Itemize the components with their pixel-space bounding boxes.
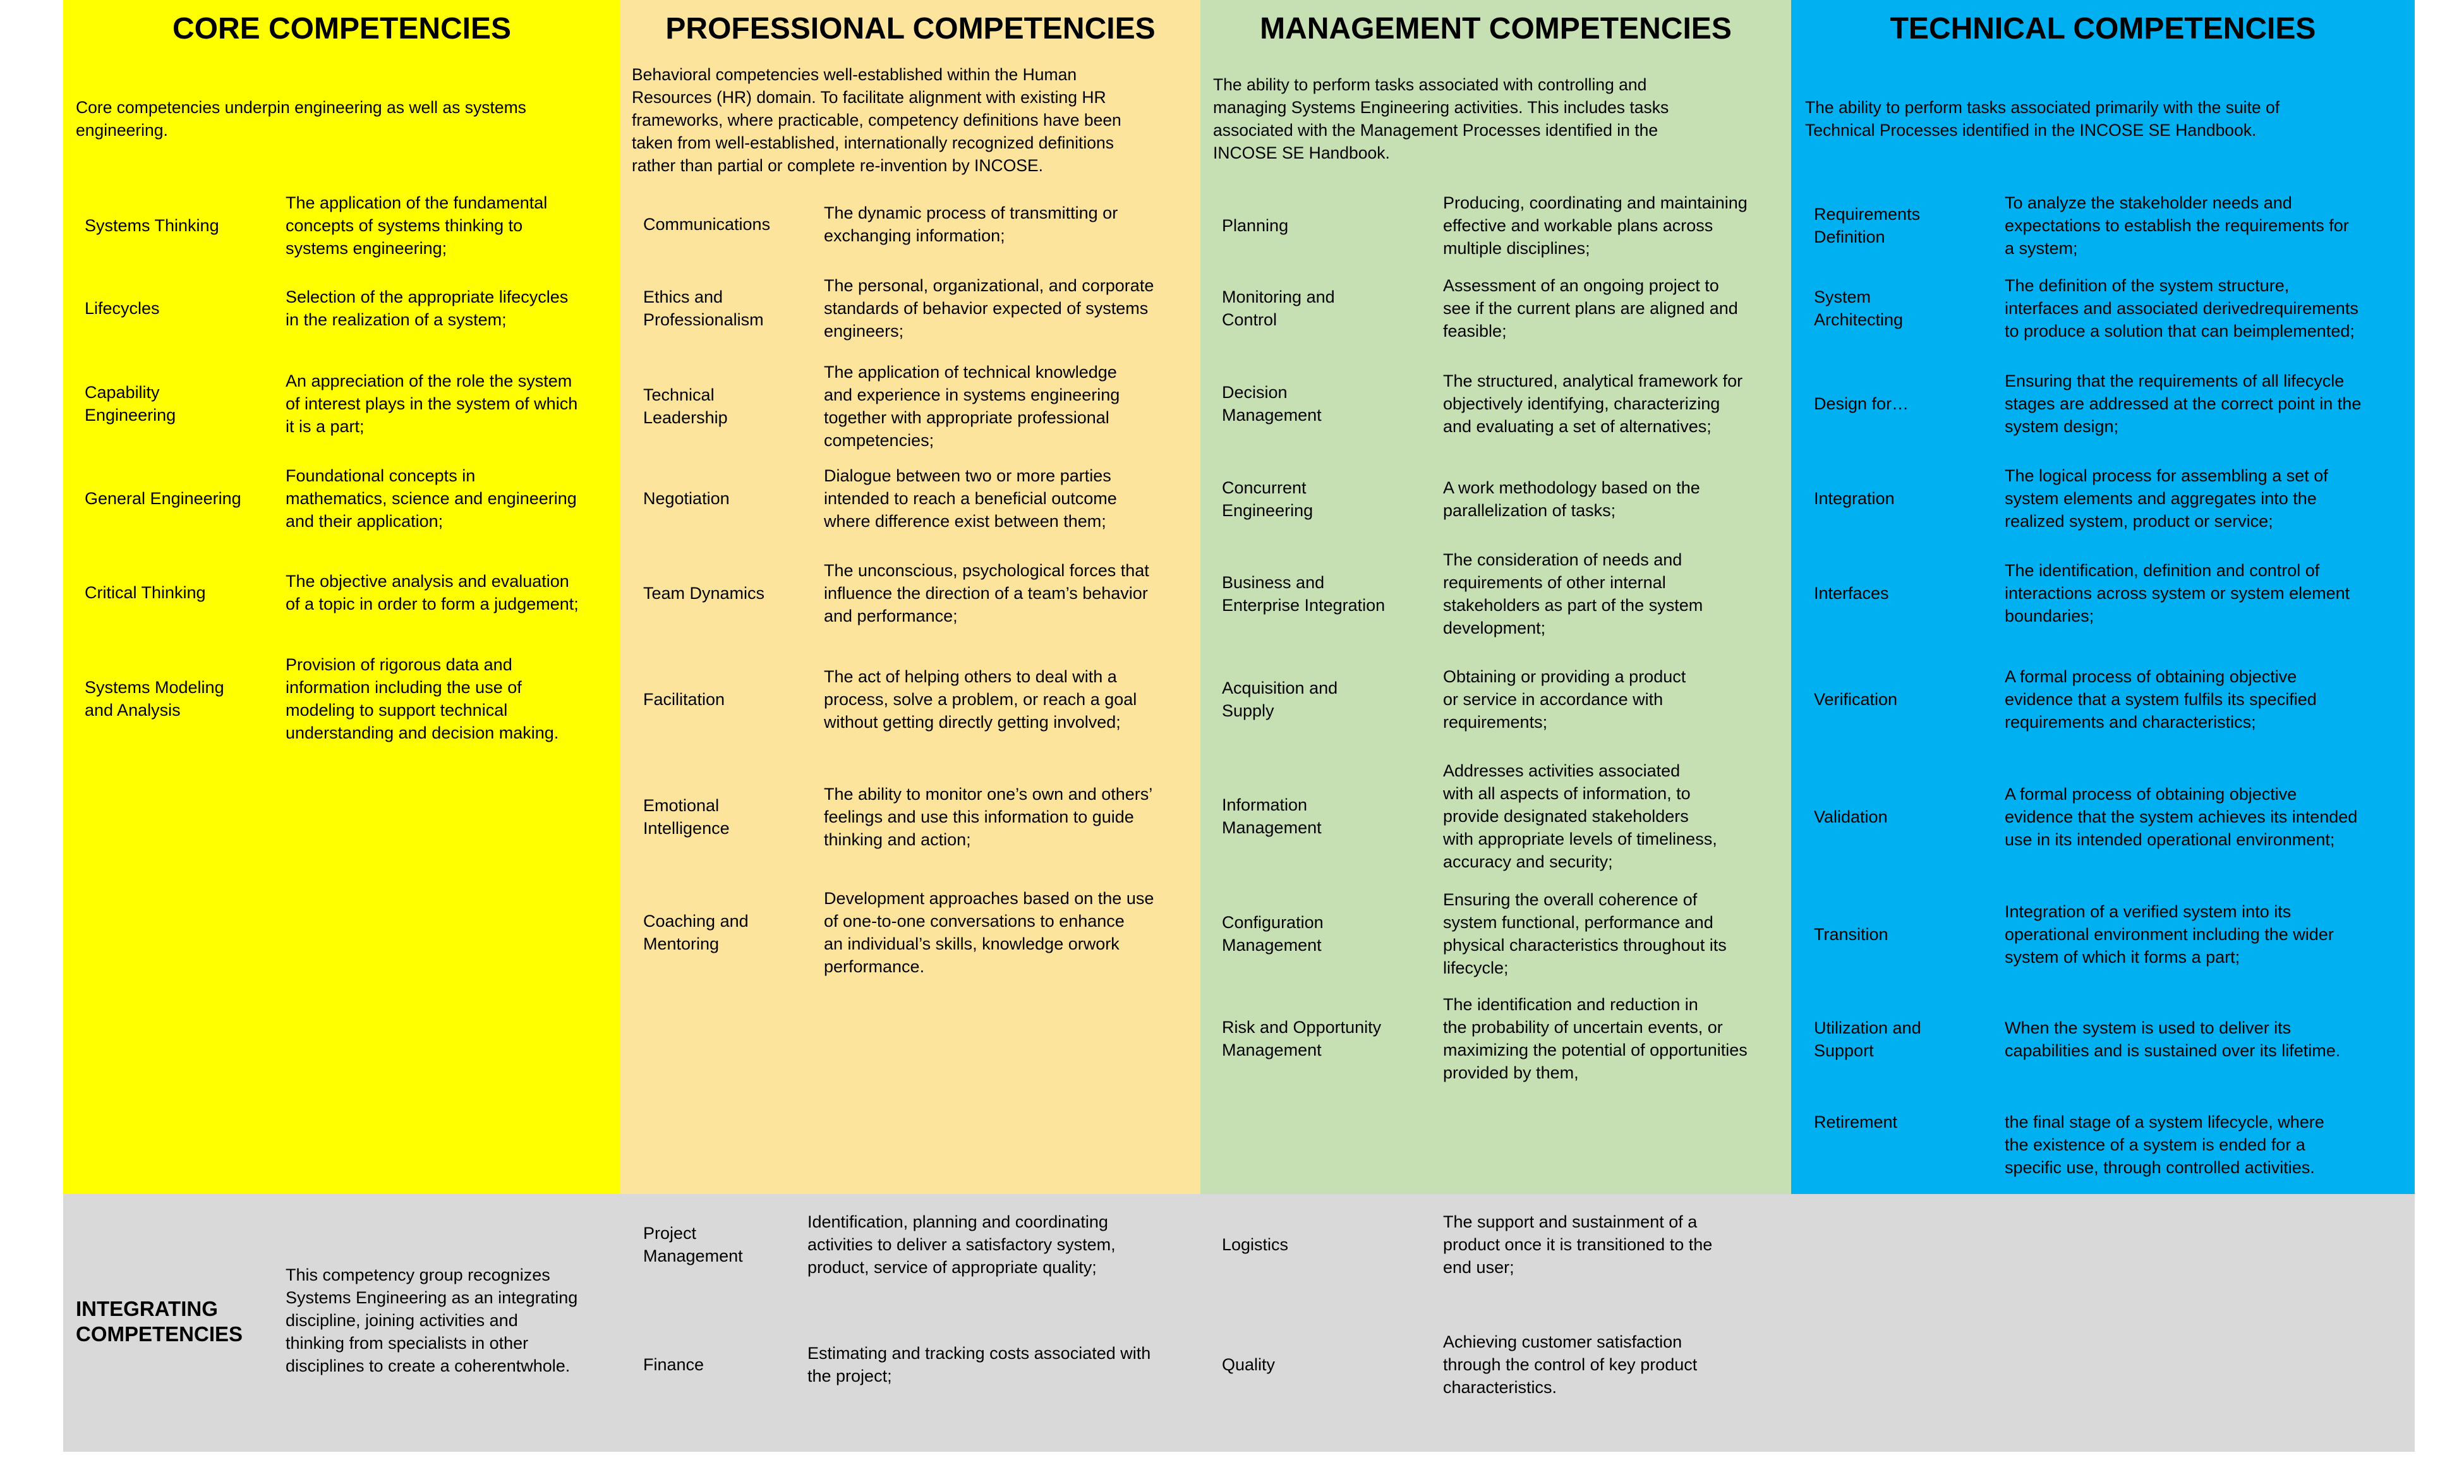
competency-name: Validation xyxy=(1814,807,1888,826)
management-description: The ability to perform tasks associated with controlling and managing Systems Engineering activities. This includes tasks associated with the Management Processes identified in the INCOSE SE Handbook. xyxy=(1213,75,1669,162)
competency-definition: When the system is used to deliver its capabilities and is sustained over its lifetime. xyxy=(2005,1018,2341,1060)
competency-definition: Assessment of an ongoing project to see if the current plans are aligned and feasible; xyxy=(1443,276,1738,341)
competency-name: Decision Management xyxy=(1222,383,1322,425)
core-competencies-panel xyxy=(63,0,620,1194)
competency-name: Retirement xyxy=(1814,1113,1898,1131)
professional-description: Behavioral competencies well-established within the Human Resources (HR) domain. To facilitate alignment with existing HR frameworks, where practicable, competency definitions have been taken from well-established, internationally recognized definitions rather than partial or complete re-invention by INCOSE. xyxy=(632,65,1121,175)
technical-item xyxy=(1791,895,2415,974)
competency-name: General Engineering xyxy=(85,489,241,508)
technical-item xyxy=(1791,660,2415,739)
competency-name: Lifecycles xyxy=(85,299,160,318)
competency-definition: Ensuring that the requirements of all lifecycle stages are addressed at the correct point in the system design; xyxy=(2005,371,2362,436)
competency-name: Project Management xyxy=(643,1224,743,1265)
competency-name: Systems Thinking xyxy=(85,216,219,235)
competency-definition: The dynamic process of transmitting or exchanging information; xyxy=(824,203,1118,245)
competency-definition: the final stage of a system lifecycle, where the existence of a system is ended for a specific use, through controlled activities. xyxy=(2005,1113,2324,1177)
technical-item xyxy=(1791,364,2415,443)
competency-definition: The application of technical knowledge and experience in systems engineering together with appropriate professional competencies; xyxy=(824,363,1120,450)
management-item xyxy=(1200,660,1791,739)
competency-name: Concurrent Engineering xyxy=(1222,478,1314,520)
competency-name: Acquisition and Supply xyxy=(1222,679,1338,720)
competency-name: Finance xyxy=(643,1355,704,1374)
competency-name: Communications xyxy=(643,215,771,234)
competency-name: Information Management xyxy=(1222,795,1322,837)
competency-name: Capability Engineering xyxy=(85,383,176,425)
competency-name: Verification xyxy=(1814,690,1898,709)
competency-name: Logistics xyxy=(1222,1235,1289,1254)
competency-definition: Addresses activities associated with all aspects of information, to provide designated stakeholders with appropriate levels of timeliness, accuracy and security; xyxy=(1443,761,1717,871)
management-item xyxy=(1200,884,1791,983)
technical-description: The ability to perform tasks associated primarily with the suite of Technical Processes identified in the INCOSE SE Handbook. xyxy=(1805,98,2280,140)
management-item xyxy=(1200,468,1791,531)
competency-name: Coaching and Mentoring xyxy=(643,912,749,953)
professional-competencies-panel xyxy=(620,0,1200,1194)
competency-definition: Selection of the appropriate lifecycles in the realization of a system; xyxy=(286,287,569,329)
core-item xyxy=(63,561,620,624)
technical-item xyxy=(1791,1099,2415,1175)
professional-item xyxy=(620,660,1200,739)
competency-definition: Identification, planning and coordinating activities to deliver a satisfactory system, product, service of appropriate quality; xyxy=(807,1212,1116,1277)
competency-name: Monitoring and Control xyxy=(1222,287,1335,329)
competency-definition: Development approaches based on the use of one-to-one conversations to enhance an individual’s skills, knowledge orwork performance. xyxy=(824,889,1154,976)
integrating-item xyxy=(63,1213,2415,1276)
management-item xyxy=(1200,989,1791,1088)
core-item xyxy=(63,186,620,265)
competency-definition: The identification and reduction in the probability of uncertain events, or maximizing the potential of opportunities provided by them, xyxy=(1443,995,1748,1082)
competency-name: Critical Thinking xyxy=(85,583,206,602)
competency-definition: The definition of the system structure, interfaces and associated derivedrequirements to produce a solution that can beimplemented; xyxy=(2005,276,2358,341)
technical-item xyxy=(1791,270,2415,346)
competency-name: System Architecting xyxy=(1814,287,1904,329)
core-item xyxy=(63,649,620,748)
technical-item xyxy=(1791,1004,2415,1074)
competency-definition: The support and sustainment of a product once it is transitioned to the end user; xyxy=(1443,1212,1713,1277)
integrating-title: INTEGRATING COMPETENCIES xyxy=(76,1297,243,1346)
professional-item xyxy=(620,270,1200,346)
competency-definition: An appreciation of the role the system of interest plays in the system of which it is a part; xyxy=(286,371,578,436)
competency-definition: Achieving customer satisfaction through the control of key product characteristics. xyxy=(1443,1332,1698,1397)
competency-definition: A formal process of obtaining objective evidence that a system fulfils its specified requirements and characteristics; xyxy=(2005,667,2317,732)
competency-definition: The application of the fundamental concepts of systems thinking to systems engineering; xyxy=(286,193,548,258)
management-item xyxy=(1200,756,1791,877)
competency-definition: The ability to monitor one’s own and others’ feelings and use this information to guide thinking and action; xyxy=(824,785,1153,849)
technical-item xyxy=(1791,186,2415,265)
competency-name: Systems Modeling and Analysis xyxy=(85,678,224,720)
competency-definition: Ensuring the overall coherence of system functional, performance and physical characteristics throughout its lifecycle; xyxy=(1443,890,1727,977)
core-title: CORE COMPETENCIES xyxy=(172,12,512,45)
competency-name: Business and Enterprise Integration xyxy=(1222,573,1386,615)
technical-item xyxy=(1791,553,2415,633)
competency-definition: Producing, coordinating and maintaining effective and workable plans across multiple disciplines; xyxy=(1443,193,1748,258)
competency-definition: The structured, analytical framework for objectively identifying, characterizing and evaluating a set of alternatives; xyxy=(1443,371,1743,436)
competency-definition: The consideration of needs and requirements of other internal stakeholders as part of the system development; xyxy=(1443,550,1703,637)
professional-item xyxy=(620,553,1200,633)
technical-item xyxy=(1791,459,2415,538)
competency-definition: Estimating and tracking costs associated with the project; xyxy=(807,1344,1151,1385)
management-competencies-panel xyxy=(1200,0,1791,1194)
competency-name: Quality xyxy=(1222,1355,1276,1374)
competency-definition: The logical process for assembling a set of system elements and aggregates into the realized system, product or service; xyxy=(2005,466,2328,531)
competency-definition: The unconscious, psychological forces that influence the direction of a team’s behavior and performance; xyxy=(824,561,1149,625)
core-item xyxy=(63,459,620,538)
competency-definition: To analyze the stakeholder needs and expectations to establish the requirements for a system; xyxy=(2005,193,2349,258)
competency-definition: A work methodology based on the parallelization of tasks; xyxy=(1443,478,1700,520)
competency-name: Facilitation xyxy=(643,690,725,709)
integrating-description: This competency group recognizes Systems Engineering as an integrating discipline, joining activities and thinking from specialists in other disciplines to create a coherentwhole. xyxy=(286,1265,578,1375)
management-item xyxy=(1200,364,1791,443)
integrating-competencies-panel xyxy=(63,1194,2415,1452)
management-item xyxy=(1200,270,1791,346)
competency-name: Negotiation xyxy=(643,489,730,508)
technical-competencies-panel xyxy=(1791,0,2415,1194)
competency-name: Risk and Opportunity Management xyxy=(1222,1018,1382,1059)
competency-name: Emotional Intelligence xyxy=(643,796,730,838)
competency-name: Configuration Management xyxy=(1222,913,1324,955)
competency-name: Technical Leadership xyxy=(643,385,728,427)
technical-title: TECHNICAL COMPETENCIES xyxy=(1890,12,2316,45)
competency-name: Integration xyxy=(1814,489,1895,508)
competency-definition: The objective analysis and evaluation of a topic in order to form a judgement; xyxy=(286,572,579,613)
professional-item xyxy=(620,777,1200,857)
competency-name: Requirements Definition xyxy=(1814,205,1921,246)
management-item xyxy=(1200,545,1791,643)
competency-name: Transition xyxy=(1814,925,1888,944)
professional-title: PROFESSIONAL COMPETENCIES xyxy=(665,12,1156,45)
competency-name: Design for… xyxy=(1814,394,1909,413)
competency-name: Interfaces xyxy=(1814,584,1889,603)
professional-item xyxy=(620,358,1200,455)
competency-definition: The personal, organizational, and corporate standards of behavior expected of systems engineers; xyxy=(824,276,1154,341)
competency-definition: Foundational concepts in mathematics, science and engineering and their application; xyxy=(286,466,577,531)
competency-definition: Dialogue between two or more parties intended to reach a beneficial outcome where difference exist between them; xyxy=(824,466,1117,531)
technical-item xyxy=(1791,777,2415,857)
management-title: MANAGEMENT COMPETENCIES xyxy=(1260,12,1732,45)
professional-item xyxy=(620,459,1200,538)
core-item xyxy=(63,277,620,340)
core-item xyxy=(63,364,620,443)
competency-name: Ethics and Professionalism xyxy=(643,287,764,329)
competency-definition: The act of helping others to deal with a process, solve a problem, or reach a goal without getting directly getting involved; xyxy=(824,667,1137,732)
competency-definition: The identification, definition and control of interactions across system or system element boundaries; xyxy=(2005,561,2350,625)
core-description: Core competencies underpin engineering as well as systems engineering. xyxy=(76,98,526,140)
competency-definition: Integration of a verified system into its operational environment including the wider system of which it forms a part; xyxy=(2005,902,2334,967)
competency-name: Team Dynamics xyxy=(643,584,765,603)
professional-item xyxy=(620,190,1200,259)
competency-definition: A formal process of obtaining objective evidence that the system achieves its intended use in its intended operational environment; xyxy=(2005,785,2358,849)
competency-definition: Provision of rigorous data and information including the use of modeling to support technical understanding and decision making. xyxy=(286,655,559,742)
competency-name: Utilization and Support xyxy=(1814,1018,1921,1060)
professional-item xyxy=(620,883,1200,982)
competency-name: Planning xyxy=(1222,216,1289,235)
competency-definition: Obtaining or providing a product or service in accordance with requirements; xyxy=(1443,667,1686,732)
management-item xyxy=(1200,186,1791,265)
integrating-item xyxy=(63,1327,2415,1403)
